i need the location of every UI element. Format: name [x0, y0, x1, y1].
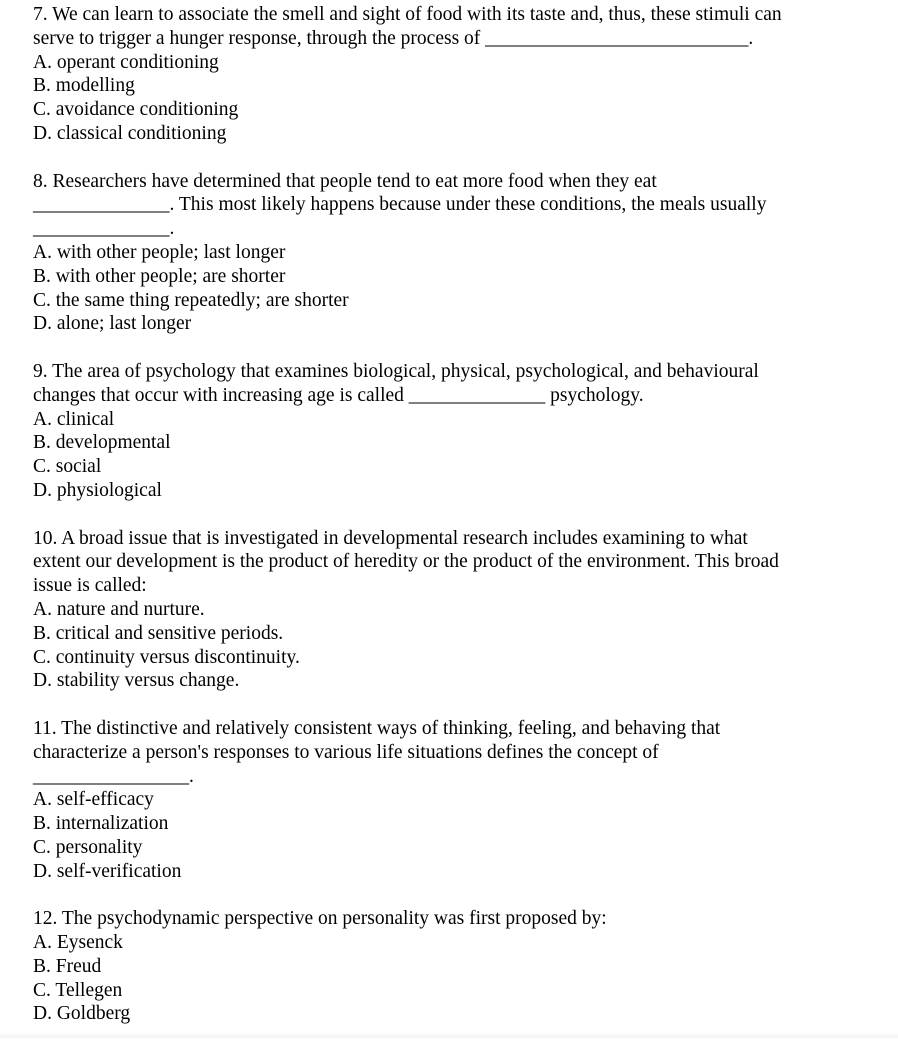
answer-option-a: A. nature and nurture. — [33, 598, 205, 620]
answer-option-b: B. modelling — [33, 75, 135, 97]
question-text-line: ______________. This most likely happens because under these conditions, the meals usually — [33, 194, 767, 216]
answer-option-a: A. Eysenck — [33, 932, 123, 954]
answer-option-b: B. Freud — [33, 955, 102, 977]
answer-option-d: D. stability versus change. — [33, 670, 240, 692]
answer-option-b: B. developmental — [33, 432, 171, 454]
question-text-line: issue is called: — [33, 575, 147, 597]
answer-option-d: D. physiological — [33, 479, 162, 501]
question-9 — [33, 360, 883, 503]
question-text-line: serve to trigger a hunger response, through the process of ___________________________. — [33, 27, 754, 49]
question-12 — [33, 907, 883, 1026]
question-text-line: 8. Researchers have determined that people tend to eat more food when they eat — [33, 170, 657, 192]
question-text-line: 12. The psychodynamic perspective on personality was first proposed by: — [33, 908, 607, 930]
question-text-line: 10. A broad issue that is investigated in developmental research includes examining to what — [33, 527, 748, 549]
page-bottom-edge — [0, 1032, 898, 1038]
answer-option-d: D. alone; last longer — [33, 313, 192, 335]
answer-option-c: C. social — [33, 456, 102, 478]
answer-option-c: C. Tellegen — [33, 979, 123, 1001]
question-text-line: ______________. — [33, 218, 175, 240]
answer-option-c: C. personality — [33, 836, 143, 858]
question-text-line: ________________. — [33, 765, 194, 787]
answer-option-c: C. the same thing repeatedly; are shorter — [33, 289, 349, 311]
question-text-line: changes that occur with increasing age is called ______________ psychology. — [33, 384, 644, 406]
question-text-line: 9. The area of psychology that examines biological, physical, psychological, and behavioural — [33, 360, 759, 382]
question-10 — [33, 527, 883, 694]
question-7 — [33, 3, 883, 146]
answer-option-b: B. critical and sensitive periods. — [33, 622, 284, 644]
question-text-line: 7. We can learn to associate the smell and sight of food with its taste and, thus, these stimuli can — [33, 4, 782, 25]
answer-option-a: A. clinical — [33, 408, 115, 430]
document-page — [33, 3, 883, 1050]
answer-option-b: B. internalization — [33, 813, 169, 835]
answer-option-a: A. with other people; last longer — [33, 241, 286, 263]
answer-option-a: A. operant conditioning — [33, 51, 219, 73]
answer-option-c: C. avoidance conditioning — [33, 99, 239, 121]
answer-option-c: C. continuity versus discontinuity. — [33, 646, 300, 668]
answer-option-d: D. classical conditioning — [33, 122, 227, 144]
answer-option-d: D. self-verification — [33, 860, 182, 882]
answer-option-d: D. Goldberg — [33, 1003, 131, 1025]
question-text-line: characterize a person's responses to various life situations defines the concept of — [33, 741, 659, 763]
answer-option-a: A. self-efficacy — [33, 789, 154, 811]
answer-option-b: B. with other people; are shorter — [33, 265, 286, 287]
question-text-line: extent our development is the product of heredity or the product of the environment. This broad — [33, 551, 779, 573]
question-11 — [33, 717, 883, 884]
question-text-line: 11. The distinctive and relatively consistent ways of thinking, feeling, and behaving that — [33, 717, 721, 739]
question-8 — [33, 170, 883, 337]
